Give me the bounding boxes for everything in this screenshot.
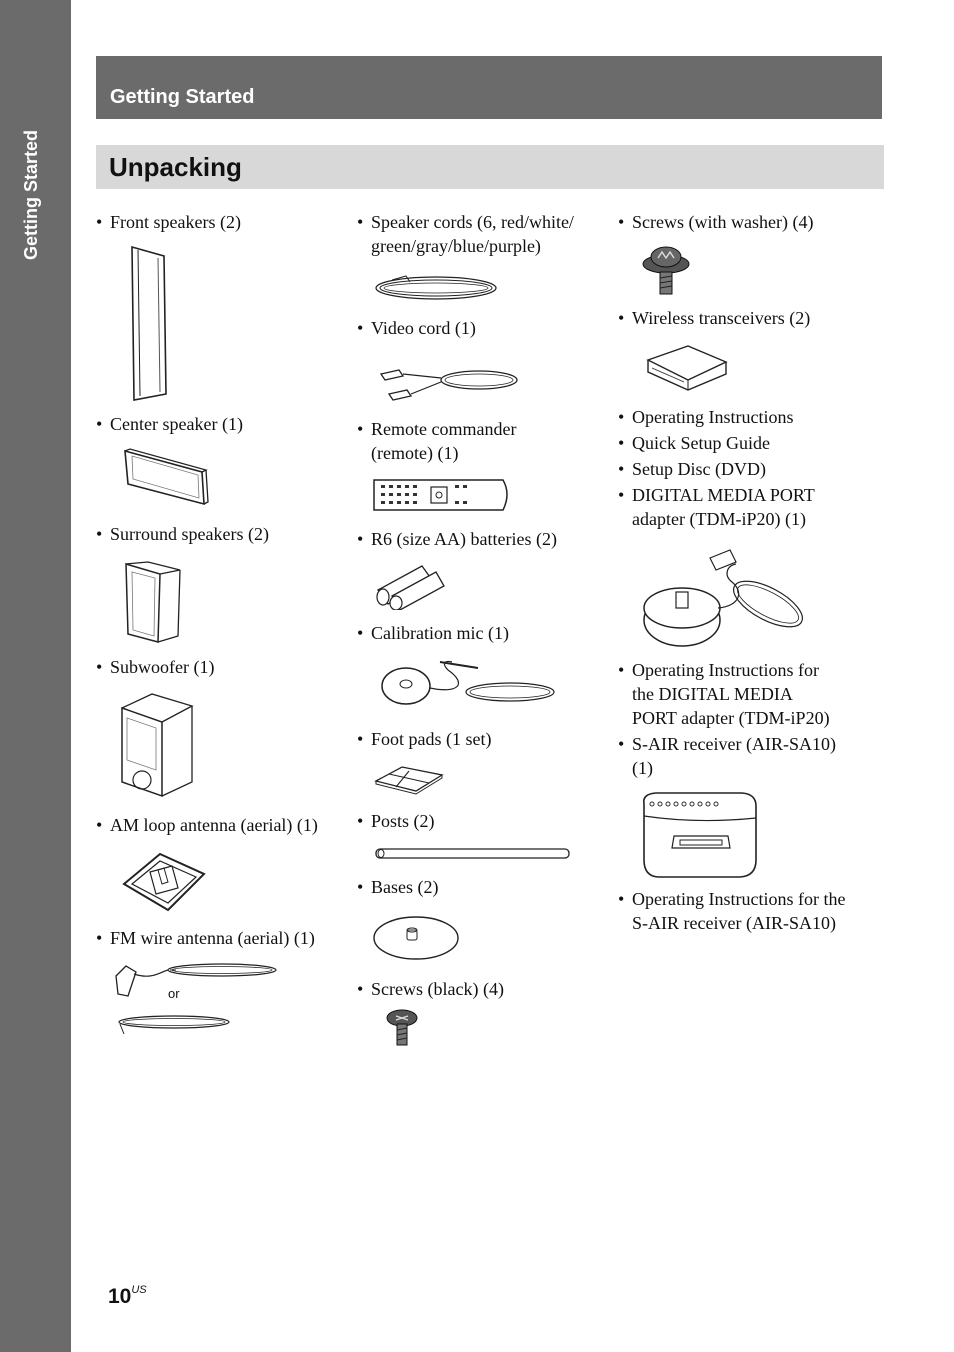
list-item: • Posts (2) [357, 811, 435, 831]
fm-wire-antenna-icon [112, 958, 282, 1038]
speaker-cords-icon [372, 270, 502, 306]
list-item: • Surround speakers (2) [96, 524, 269, 544]
list-item: • Front speakers (2) [96, 212, 241, 232]
black-screw-icon [384, 1008, 420, 1048]
base-icon [372, 910, 464, 962]
list-item: • Screws (black) (4) [357, 979, 504, 999]
section-header [96, 56, 882, 119]
list-item: • S-AIR receiver (AIR-SA10) (1) [618, 734, 836, 778]
list-item: • Center speaker (1) [96, 414, 243, 434]
batteries-icon [372, 560, 448, 610]
or-label: or [168, 986, 180, 1001]
post-icon [373, 846, 573, 862]
list-item: • Operating Instructions for the DIGITAL MEDIA PORT adapter (TDM-iP20) [618, 660, 830, 728]
list-item: • Wireless transceivers (2) [618, 308, 811, 328]
washer-screw-icon [640, 242, 692, 298]
list-item: • DIGITAL MEDIA PORT adapter (TDM-iP20) (1) [618, 485, 815, 529]
list-item: • Video cord (1) [357, 318, 476, 338]
list-item: • R6 (size AA) batteries (2) [357, 529, 557, 549]
title-bar [96, 145, 884, 189]
side-tab [0, 0, 71, 1352]
list-item: • Setup Disc (DVD) [618, 459, 766, 479]
am-loop-antenna-icon [120, 848, 210, 916]
dmport-adapter-icon [640, 548, 808, 652]
list-item: • FM wire antenna (aerial) (1) [96, 928, 315, 948]
list-item: • Remote commander (remote) (1) [357, 419, 517, 463]
page-title: Unpacking [109, 152, 242, 182]
list-item: • Foot pads (1 set) [357, 729, 492, 749]
page-number: $10^{US}$ [108, 1284, 147, 1308]
list-item: • Speaker cords (6, red/white/ green/gray/blue/purple) [357, 212, 574, 256]
sair-receiver-icon [638, 790, 762, 882]
subwoofer-icon [118, 690, 198, 800]
list-item: • Operating Instructions [618, 407, 794, 427]
calibration-mic-icon [378, 654, 560, 712]
front-speaker-icon [126, 244, 172, 402]
list-item: • Calibration mic (1) [357, 623, 509, 643]
surround-speaker-icon [122, 560, 184, 646]
list-item: • Bases (2) [357, 877, 439, 897]
list-item: • Subwoofer (1) [96, 657, 215, 677]
video-cord-icon [375, 352, 521, 404]
side-tab-label: Getting Started [21, 129, 41, 260]
list-item: • Quick Setup Guide [618, 433, 770, 453]
section-title: Getting Started [110, 86, 255, 108]
remote-icon [371, 476, 515, 514]
list-item: • Screws (with washer) (4) [618, 212, 814, 232]
foot-pads-icon [372, 763, 446, 795]
center-speaker-icon [120, 448, 210, 508]
list-item: • Operating Instructions for the S-AIR receiver (AIR-SA10) [618, 889, 846, 933]
wireless-transceiver-icon [644, 342, 730, 392]
list-item: • AM loop antenna (aerial) (1) [96, 815, 318, 835]
